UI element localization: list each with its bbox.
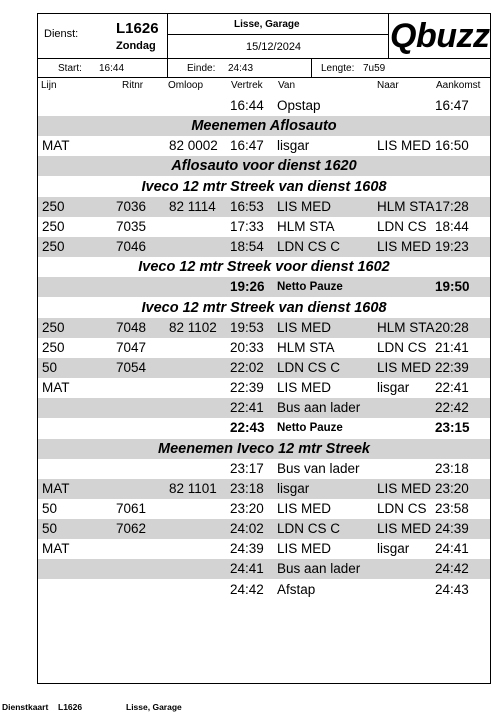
banner-text: Meenemen Iveco 12 mtr Streek <box>158 440 370 457</box>
cell-van: LDN CS C <box>277 239 341 255</box>
trip-row <box>38 358 490 378</box>
cell-vertrek: 22:43 <box>230 420 265 436</box>
cell-aankomst: 23:20 <box>435 480 469 496</box>
column-header-lijn: Lijn <box>41 80 57 91</box>
column-header-van: Van <box>278 80 296 91</box>
dienst-code: L1626 <box>116 20 159 37</box>
trip-row <box>38 459 490 479</box>
column-header-vertrek: Vertrek <box>231 80 263 91</box>
cell-vertrek: 24:02 <box>230 521 264 537</box>
cell-aankomst: 22:41 <box>435 380 469 396</box>
cell-aankomst: 24:42 <box>435 561 469 577</box>
cell-van: Opstap <box>277 98 321 113</box>
cell-van: lisgar <box>277 480 310 496</box>
section-banner <box>38 177 490 197</box>
footer-location: Lisse, Garage <box>126 702 182 712</box>
cell-naar: LIS MED <box>377 239 432 255</box>
cell-aankomst: 22:39 <box>435 359 469 375</box>
length-value: 7u59 <box>363 63 386 74</box>
trip-row <box>38 398 490 418</box>
cell-ritnr: 7061 <box>116 501 147 516</box>
cell-aankomst: 19:23 <box>435 239 469 255</box>
cell-van: LIS MED <box>277 380 332 396</box>
cell-vertrek: 16:44 <box>230 98 264 113</box>
cell-naar: LDN CS <box>377 339 427 355</box>
cell-ritnr: 7054 <box>116 359 147 375</box>
length-label: Lengte: <box>321 63 355 74</box>
qbuzz-logo: Qbuzz <box>390 17 490 55</box>
cell-naar: HLM STA <box>377 198 435 214</box>
cell-van: LDN CS C <box>277 521 341 537</box>
cell-aankomst: 16:47 <box>435 98 469 113</box>
trip-row <box>38 499 490 519</box>
cell-naar: LIS MED <box>377 480 432 496</box>
divider <box>167 14 168 58</box>
cell-lijn: 250 <box>42 198 65 214</box>
cell-lijn: 250 <box>42 339 65 355</box>
banner-text: Iveco 12 mtr Streek van dienst 1608 <box>141 299 387 316</box>
cell-vertrek: 22:39 <box>230 380 264 396</box>
cell-vertrek: 24:42 <box>230 581 264 597</box>
cell-aankomst: 23:15 <box>435 420 470 436</box>
cell-vertrek: 22:02 <box>230 359 264 375</box>
date-label: 15/12/2024 <box>246 41 302 53</box>
cell-vertrek: 18:54 <box>230 239 264 255</box>
trip-row <box>38 136 490 156</box>
end-label: Einde: <box>187 63 216 74</box>
cell-van: LIS MED <box>277 319 332 335</box>
cell-lijn: 250 <box>42 218 65 234</box>
cell-lijn: MAT <box>42 480 70 496</box>
cell-vertrek: 22:41 <box>230 400 264 416</box>
cell-aankomst: 19:50 <box>435 279 470 295</box>
cell-lijn: MAT <box>42 138 70 154</box>
footer-label: Dienstkaart <box>2 702 49 712</box>
banner-text: Iveco 12 mtr Streek van dienst 1608 <box>141 178 387 195</box>
trip-row <box>38 378 490 398</box>
trip-row <box>38 519 490 539</box>
trip-row <box>38 539 490 559</box>
cell-van: Bus aan lader <box>277 561 361 577</box>
cell-ritnr: 7036 <box>116 198 147 214</box>
pause-row <box>38 418 490 438</box>
section-banner <box>38 439 490 459</box>
cell-omloop: 82 1101 <box>169 480 217 496</box>
cell-naar: LIS MED <box>377 138 432 154</box>
cell-vertrek: 17:33 <box>230 218 264 234</box>
cell-naar: HLM STA <box>377 319 435 335</box>
cell-lijn: 50 <box>42 359 58 375</box>
start-time: 16:44 <box>99 63 125 74</box>
divider <box>311 58 312 77</box>
end-time: 24:43 <box>228 63 254 74</box>
cell-vertrek: 19:53 <box>230 319 264 335</box>
trip-row <box>38 318 490 338</box>
cell-aankomst: 23:58 <box>435 501 469 516</box>
cell-van: Afstap <box>277 581 316 597</box>
cell-omloop: 82 1102 <box>169 319 217 335</box>
cell-lijn: 50 <box>42 501 58 516</box>
cell-lijn: 250 <box>42 319 65 335</box>
cell-omloop: 82 0002 <box>169 138 218 154</box>
divider <box>388 14 389 58</box>
section-banner <box>38 156 490 176</box>
cell-aankomst: 24:39 <box>435 521 469 537</box>
cell-ritnr: 7035 <box>116 218 147 234</box>
cell-lijn: 50 <box>42 521 58 537</box>
cell-van: HLM STA <box>277 339 335 355</box>
cell-van: LDN CS C <box>277 359 341 375</box>
cell-lijn: MAT <box>42 380 70 396</box>
cell-aankomst: 23:18 <box>435 460 469 476</box>
footer-code: L1626 <box>58 702 83 712</box>
cell-lijn: 250 <box>42 239 65 255</box>
cell-vertrek: 16:53 <box>230 198 264 214</box>
cell-van: LIS MED <box>277 501 332 516</box>
location-label: Lisse, Garage <box>234 19 300 30</box>
start-label: Start: <box>58 63 82 74</box>
trip-row <box>38 479 490 499</box>
cell-ritnr: 7048 <box>116 319 147 335</box>
cell-ritnr: 7046 <box>116 239 147 255</box>
cell-naar: lisgar <box>377 541 410 557</box>
column-header-aankomst: Aankomst <box>436 80 481 91</box>
cell-vertrek: 19:26 <box>230 279 265 295</box>
cell-omloop: 82 1114 <box>169 198 216 214</box>
cell-vertrek: 23:18 <box>230 480 264 496</box>
cell-aankomst: 16:50 <box>435 138 469 154</box>
cell-naar: LDN CS <box>377 501 427 516</box>
cell-vertrek: 20:33 <box>230 339 264 355</box>
dienstkaart-page <box>2 13 491 712</box>
banner-text: Meenemen Aflosauto <box>191 118 337 135</box>
divider <box>167 58 168 77</box>
cell-van: LIS MED <box>277 198 332 214</box>
banner-text: Aflosauto voor dienst 1620 <box>171 158 357 175</box>
trip-row <box>38 559 490 579</box>
cell-van: Netto Pauze <box>277 422 343 435</box>
cell-ritnr: 7047 <box>116 339 147 355</box>
trip-row <box>38 197 490 217</box>
cell-naar: LIS MED <box>377 359 432 375</box>
cell-naar: LDN CS <box>377 218 427 234</box>
cell-aankomst: 22:42 <box>435 400 469 416</box>
trip-row <box>38 217 490 237</box>
cell-van: Bus van lader <box>277 460 360 476</box>
column-header-ritnr: Ritnr <box>122 80 144 91</box>
cell-vertrek: 23:20 <box>230 501 264 516</box>
dienst-label: Dienst: <box>44 28 79 40</box>
trip-row <box>38 96 490 116</box>
pause-row <box>38 277 490 297</box>
section-banner <box>38 257 490 277</box>
trip-row <box>38 237 490 257</box>
cell-aankomst: 21:41 <box>435 339 469 355</box>
cell-naar: lisgar <box>377 380 410 396</box>
column-header-naar: Naar <box>377 80 399 91</box>
cell-van: LIS MED <box>277 541 332 557</box>
cell-aankomst: 24:43 <box>435 581 469 597</box>
trip-row <box>38 338 490 358</box>
cell-aankomst: 18:44 <box>435 218 469 234</box>
trip-row <box>38 580 490 600</box>
day-label: Zondag <box>116 40 156 52</box>
cell-vertrek: 24:41 <box>230 561 264 577</box>
column-header-omloop: Omloop <box>168 80 204 91</box>
cell-van: Bus aan lader <box>277 400 361 416</box>
cell-van: Netto Pauze <box>277 281 343 294</box>
cell-aankomst: 20:28 <box>435 319 469 335</box>
section-banner <box>38 298 490 318</box>
cell-vertrek: 16:47 <box>230 138 264 154</box>
cell-aankomst: 17:28 <box>435 198 469 214</box>
section-banner <box>38 116 490 136</box>
cell-van: HLM STA <box>277 218 335 234</box>
cell-lijn: MAT <box>42 541 70 557</box>
cell-naar: LIS MED <box>377 521 432 537</box>
cell-vertrek: 24:39 <box>230 541 264 557</box>
cell-aankomst: 24:41 <box>435 541 469 557</box>
banner-text: Iveco 12 mtr Streek voor dienst 1602 <box>138 259 390 276</box>
divider <box>167 34 389 35</box>
cell-van: lisgar <box>277 138 310 154</box>
cell-vertrek: 23:17 <box>230 460 264 476</box>
cell-ritnr: 7062 <box>116 521 147 537</box>
